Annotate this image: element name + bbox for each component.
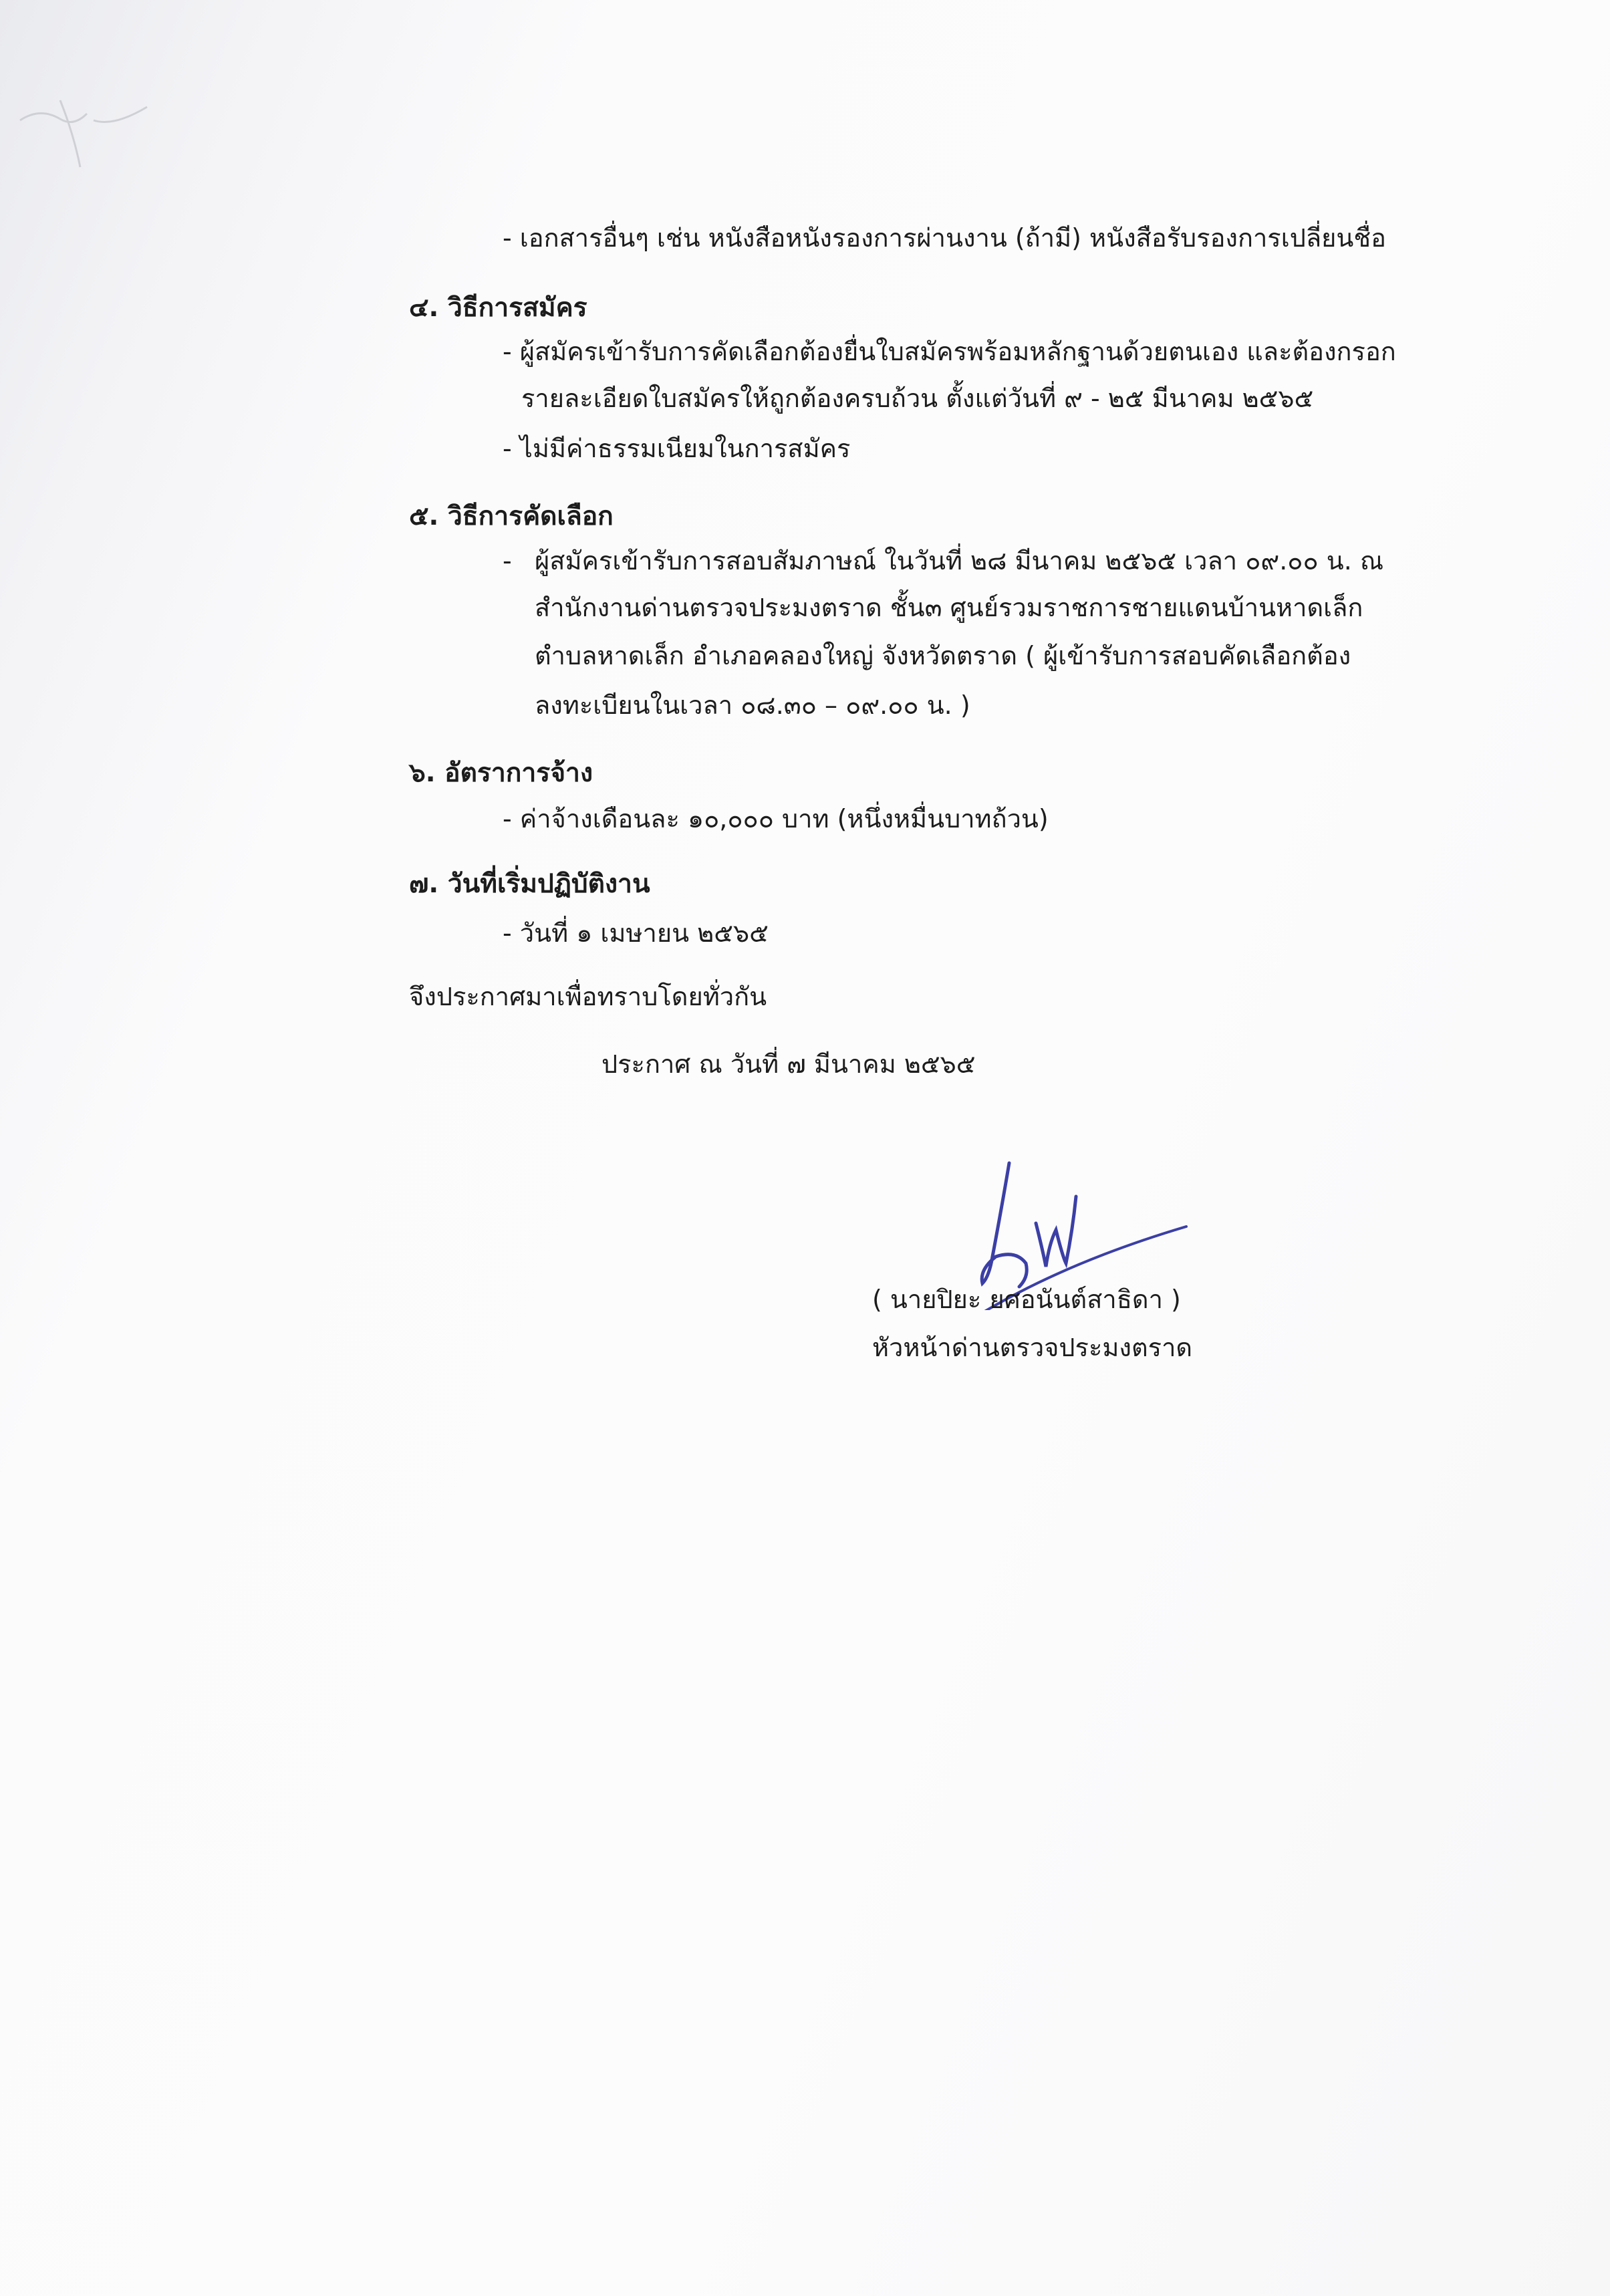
item-interview-district: ตำบลหาดเล็ก อำเภอคลองใหญ่ จังหวัดตราด ( ผู้เข้ารับการสอบคัดเลือกต้อง <box>535 641 1351 670</box>
announcement-closing: จึงประกาศมาเพื่อทราบโดยทั่วกัน <box>409 982 767 1011</box>
heading-start-date: ๗. วันที่เริ่มปฏิบัติงาน <box>409 869 650 899</box>
item-registration-time: ลงทะเบียนในเวลา ๐๘.๓๐ – ๐๙.๐๐ น. ) <box>535 690 970 720</box>
paper-crease <box>13 80 160 174</box>
signatory-name: ( นายปิยะ ยศอนันต์สาธิดา ) <box>872 1285 1181 1314</box>
item-apply-in-person: - ผู้สมัครเข้ารับการคัดเลือกต้องยื่นใบสมัครพร้อมหลักฐานด้วยตนเอง และต้องกรอก <box>503 337 1396 366</box>
item-interview: ผู้สมัครเข้ารับการสอบสัมภาษณ์ ในวันที่ ๒๘ มีนาคม ๒๕๖๕ เวลา ๐๙.๐๐ น. ณ <box>535 546 1384 576</box>
item-interview-location: สำนักงานด่านตรวจประมงตราด ชั้น๓ ศูนย์รวมราชการชายแดนบ้านหาดเล็ก <box>535 593 1363 622</box>
item-interview-dash: - <box>503 546 512 576</box>
item-monthly-wage: - ค่าจ้างเดือนละ ๑๐,๐๐๐ บาท (หนึ่งหมื่นบาทถ้วน) <box>503 804 1049 834</box>
item-start-date: - วันที่ ๑ เมษายน ๒๕๖๕ <box>503 918 769 948</box>
heading-application-method: ๔. วิธีการสมัคร <box>409 293 587 323</box>
item-other-documents: - เอกสารอื่นๆ เช่น หนังสือหนังรองการผ่านงาน (ถ้ามี) หนังสือรับรองการเปลี่ยนชื่อ <box>503 223 1386 253</box>
heading-selection-method: ๕. วิธีการคัดเลือก <box>409 501 614 531</box>
signatory-title: หัวหน้าด่านตรวจประมงตราด <box>872 1333 1193 1362</box>
item-apply-in-person-cont: รายละเอียดใบสมัครให้ถูกต้องครบถ้วน ตั้งแต่วันที่ ๙ - ๒๕ มีนาคม ๒๕๖๕ <box>521 384 1314 413</box>
announcement-date: ประกาศ ณ วันที่ ๗ มีนาคม ๒๕๖๕ <box>601 1049 976 1079</box>
heading-wage-rate: ๖. อัตราการจ้าง <box>409 758 593 788</box>
item-no-fee: - ไม่มีค่าธรรมเนียมในการสมัคร <box>503 434 851 463</box>
